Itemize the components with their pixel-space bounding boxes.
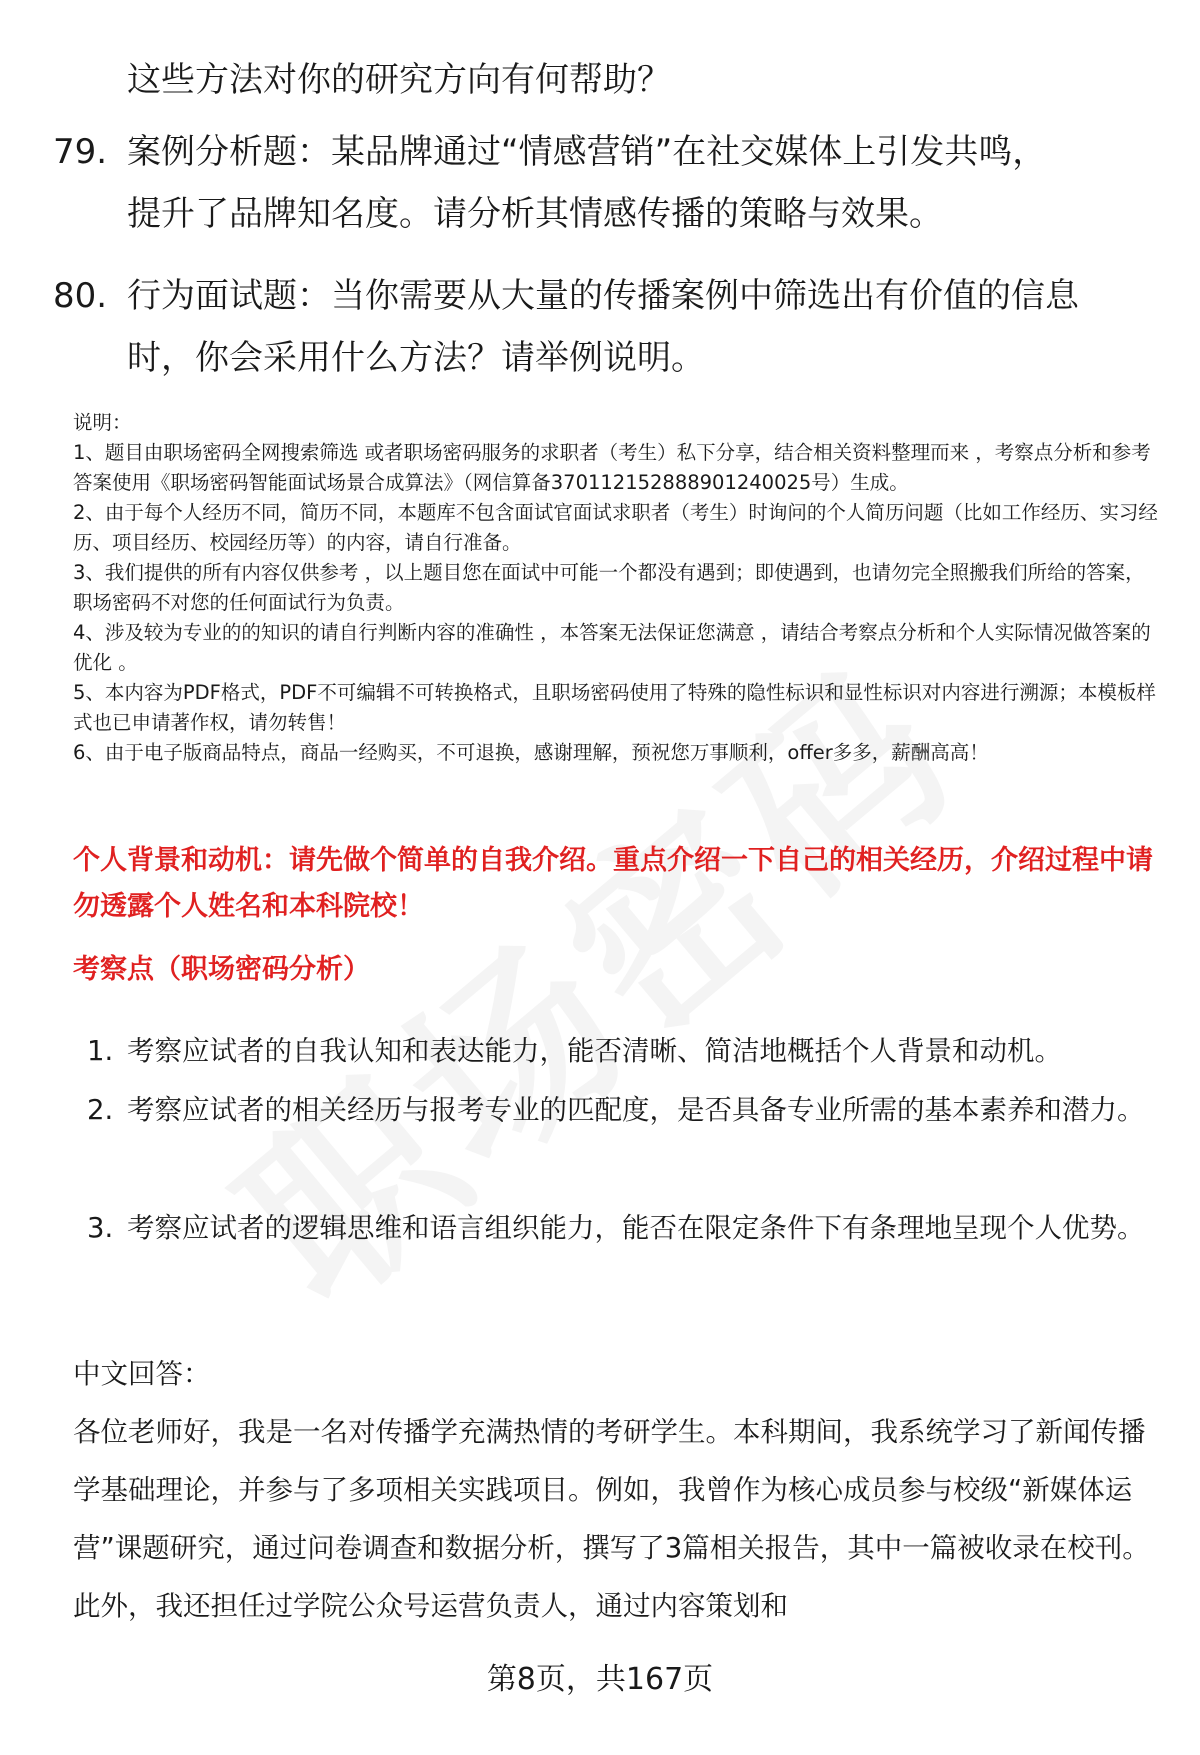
exam-point-number: 2. xyxy=(87,1094,114,1126)
exam-point-text: 考察应试者的自我认知和表达能力，能否清晰、简洁地概括个人背景和动机。 xyxy=(127,1035,1062,1067)
exam-points-title: 考察点（职场密码分析） xyxy=(73,954,370,985)
exam-point-number: 1. xyxy=(87,1035,114,1067)
question-continuation: 这些方法对你的研究方向有何帮助？ xyxy=(127,60,671,100)
notes-section xyxy=(73,408,1163,768)
note-item: 1、题目由职场密码全网搜索筛选 或者职场密码服务的求职者（考生）私下分享，结合相关资料整理而来 ，考察点分析和参考答案使用《职场密码智能面试场景合成算法》（网信算备370112152888901240025号）生成。 xyxy=(73,441,1151,494)
question-text-line: 案例分析题：某品牌通过“情感营销”在社交媒体上引发共鸣， xyxy=(127,132,1047,172)
question-text-line: 时，你会采用什么方法？请举例说明。 xyxy=(127,338,705,378)
question-number: 80. xyxy=(53,276,108,316)
question-text-line: 行为面试题：当你需要从大量的传播案例中筛选出有价值的信息 xyxy=(127,276,1079,316)
question-number: 79. xyxy=(53,132,108,172)
exam-point-text: 考察应试者的相关经历与报考专业的匹配度，是否具备专业所需的基本素养和潜力。 xyxy=(127,1094,1145,1126)
answer-text: 各位老师好，我是一名对传播学充满热情的考研学生。本科期间，我系统学习了新闻传播学基础理论，并参与了多项相关实践项目。例如，我曾作为核心成员参与校级“新媒体运营”课题研究，通过问卷调查和数据分析，撰写了3篇相关报告，其中一篇被收录在校刊。此外，我还担任过学院公众号运营负责人，通过内容策划和 xyxy=(73,1416,1150,1622)
note-item: 4、涉及较为专业的的知识的请自行判断内容的准确性 ，本答案无法保证您满意 ，请结合考察点分析和个人实际情况做答案的优化 。 xyxy=(73,621,1151,674)
exam-point-text: 考察应试者的逻辑思维和语言组织能力，能否在限定条件下有条理地呈现个人优势。 xyxy=(127,1212,1145,1244)
exam-point-number: 3. xyxy=(87,1212,114,1244)
note-item: 6、由于电子版商品特点，商品一经购买，不可退换，感谢理解，预祝您万事顺利，offer多多，薪酬高高！ xyxy=(73,741,989,764)
question-text-line: 提升了品牌知名度。请分析其情感传播的策略与效果。 xyxy=(127,194,943,234)
notes-title: 说明： xyxy=(73,411,132,434)
note-item: 5、本内容为PDF格式，PDF不可编辑不可转换格式，且职场密码使用了特殊的隐性标识和显性标识对内容进行溯源；本模板样式也已申请著作权，请勿转售！ xyxy=(73,681,1156,734)
answer-label: 中文回答： xyxy=(73,1358,211,1390)
note-item: 3、我们提供的所有内容仅供参考 ，以上题目您在面试中可能一个都没有遇到；即使遇到，也请勿完全照搬我们所给的答案，职场密码不对您的任何面试行为负责。 xyxy=(73,561,1145,614)
question-heading: 个人背景和动机：请先做个简单的自我介绍。重点介绍一下自己的相关经历，介绍过程中请勿透露个人姓名和本科院校！ xyxy=(73,845,1153,922)
page-footer: 第8页，共167页 xyxy=(486,1662,714,1697)
note-item: 2、由于每个人经历不同，简历不同，本题库不包含面试官面试求职者（考生）时询问的个人简历问题（比如工作经历、实习经历、项目经历、校园经历等）的内容，请自行准备。 xyxy=(73,501,1158,554)
